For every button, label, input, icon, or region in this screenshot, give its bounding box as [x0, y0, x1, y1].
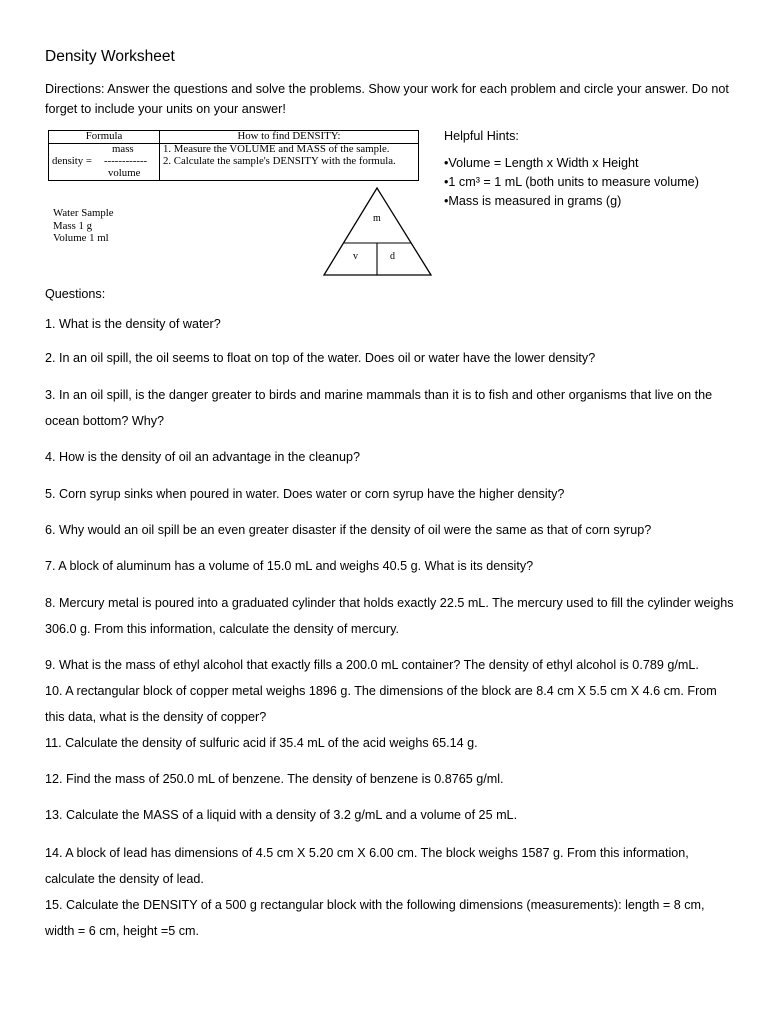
- hint-item: •1 cm³ = 1 mL (both units to measure volume): [444, 175, 699, 189]
- formula-fraction-bar: ------------: [104, 155, 148, 167]
- question-item: 8. Mercury metal is poured into a graduated cylinder that holds exactly 22.5 mL. The mercury used to fill the cylinder weighs 306.0 g. From this information, calculate the density of mercury.: [45, 596, 734, 636]
- hint-item: •Volume = Length x Width x Height: [444, 156, 639, 170]
- water-sample-mass: Mass 1 g: [53, 219, 92, 232]
- helpful-hints: [444, 129, 699, 211]
- hint-item: •Mass is measured in grams (g): [444, 194, 622, 208]
- water-sample-volume: Volume 1 ml: [53, 232, 109, 244]
- question-item: 14. A block of lead has dimensions of 4.5 cm X 5.20 cm X 6.00 cm. The block weighs 1587 g. From this information, calculate the density of lead.: [45, 846, 689, 886]
- question-item: 13. Calculate the MASS of a liquid with a density of 3.2 g/mL and a volume of 25 mL.: [45, 808, 518, 822]
- triangle-density-label: d: [390, 251, 395, 262]
- formula-left-side: density =: [52, 155, 92, 167]
- page-title: Density Worksheet: [45, 48, 175, 65]
- question-item: 4. How is the density of oil an advantage in the cleanup?: [45, 450, 361, 464]
- how-to-column-header: How to find DENSITY:: [160, 131, 419, 144]
- triangle-mass-label: m: [373, 213, 381, 224]
- triangle-volume-label: v: [353, 251, 358, 262]
- question-item: 2. In an oil spill, the oil seems to float on top of the water. Does oil or water have the lower density?: [45, 351, 596, 365]
- formula-column-header: Formula: [49, 131, 160, 144]
- question-item: 3. In an oil spill, is the danger greater to birds and marine mammals than it is to fish and other organisms that live on the ocean bottom? Why?: [45, 388, 713, 428]
- question-item: 15. Calculate the DENSITY of a 500 g rectangular block with the following dimensions (measurements): length = 8 cm, width = 6 cm, height =5 cm.: [45, 898, 705, 938]
- question-item: 1. What is the density of water?: [45, 317, 221, 331]
- water-sample-label: Water Sample: [53, 207, 114, 219]
- questions-heading: Questions:: [45, 287, 106, 301]
- instruction-step-2: 2. Calculate the sample's DENSITY with the formula.: [163, 154, 396, 167]
- water-sample-block: [53, 207, 114, 245]
- directions-text: Directions: Answer the questions and solve the problems. Show your work for each problem and circle your answer. Do not forget to include your units on your answer!: [45, 82, 729, 116]
- formula-denominator: volume: [108, 167, 141, 179]
- question-item: 7. A block of aluminum has a volume of 15.0 mL and weighs 40.5 g. What is its density?: [45, 559, 534, 573]
- instruction-step-1: 1. Measure the VOLUME and MASS of the sample.: [163, 143, 390, 155]
- instructions-cell: [160, 144, 419, 181]
- question-item: 6. Why would an oil spill be an even greater disaster if the density of oil were the same as that of corn syrup?: [45, 523, 652, 537]
- formula-table: [48, 130, 419, 181]
- hints-heading: Helpful Hints:: [444, 129, 519, 143]
- question-item: 5. Corn syrup sinks when poured in water. Does water or corn syrup have the higher density?: [45, 487, 565, 501]
- formula-cell: [49, 144, 160, 181]
- question-item: 12. Find the mass of 250.0 mL of benzene. The density of benzene is 0.8765 g/ml.: [45, 772, 504, 786]
- question-item: 11. Calculate the density of sulfuric acid if 35.4 mL of the acid weighs 65.14 g.: [45, 736, 478, 750]
- density-triangle-diagram: [320, 184, 436, 280]
- question-item: 10. A rectangular block of copper metal weighs 1896 g. The dimensions of the block are 8.4 cm X 5.5 cm X 4.6 cm. From this data, what is the density of copper?: [45, 684, 717, 724]
- question-item: 9. What is the mass of ethyl alcohol that exactly fills a 200.0 mL container? The density of ethyl alcohol is 0.789 g/mL.: [45, 658, 699, 672]
- formula-numerator: mass: [112, 143, 134, 155]
